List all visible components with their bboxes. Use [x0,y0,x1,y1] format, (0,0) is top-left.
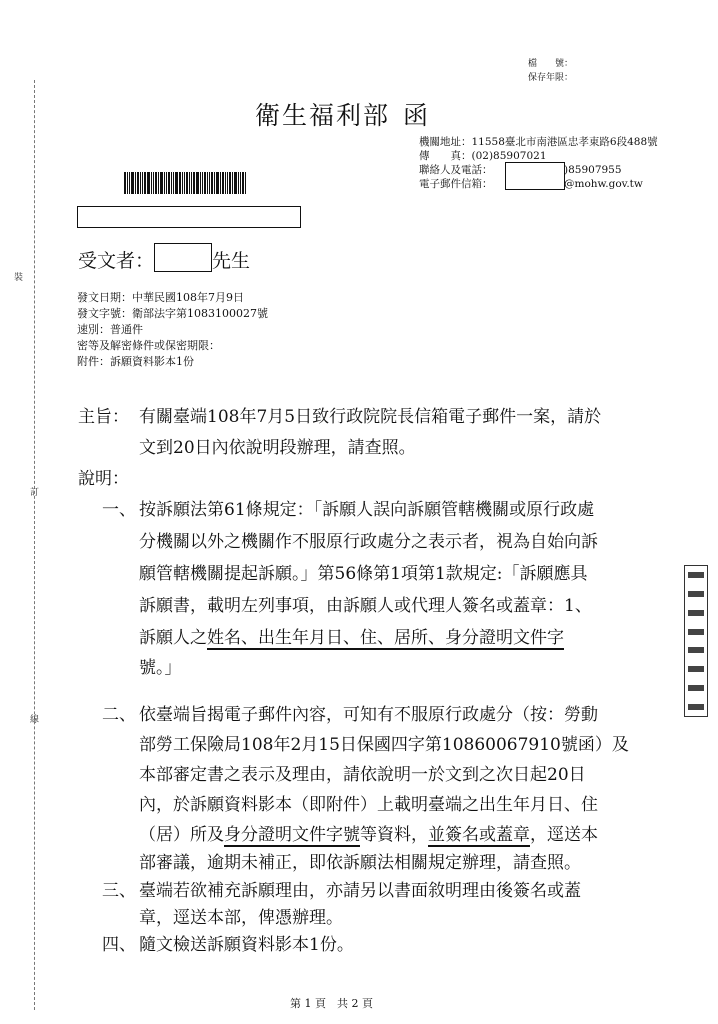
item-3-line-2: 章，逕送本部，俾憑辦理。 [139,908,343,928]
barcode-bar [242,172,244,194]
barcode [124,172,248,194]
delivery-speed: 速別：普通件 [77,323,143,336]
barcode-bar [175,172,178,194]
doc-type-title: 函 [403,101,429,130]
barcode-bar [200,172,201,194]
barcode-bar [216,172,219,194]
barcode-bar [158,172,159,194]
recipient-label: 受文者： [78,250,155,272]
recipient-suffix: 先生 [212,250,251,272]
barcode-bar [140,172,141,194]
barcode-bar [171,172,172,194]
barcode-bar [238,172,239,194]
retention-period-label: 保存年限： [528,73,574,83]
item-4-line-1: 隨文檢送訴願資料影本1份。 [139,935,354,955]
contact-phone-suffix: )85907955 [564,164,622,176]
barcode-bar [127,172,128,194]
item-2-line-5-e: ，逕送本 [530,825,598,845]
item-1-line-5-prefix: 訴願人之 [139,628,207,648]
receipt-stamp [684,565,708,717]
barcode-bar [234,172,237,194]
item-1-line-4: 訴願書，載明左列事項，由訴願人或代理人簽名或蓋章：1、 [139,596,592,616]
barcode-bar [240,172,241,194]
barcode-bar [220,172,221,194]
barcode-bar [173,172,174,194]
redaction-box-address [77,206,301,228]
attachment: 附件：訴願資料影本1份 [77,355,194,368]
barcode-bar [186,172,188,194]
barcode-bar [168,172,170,194]
fax-number: 傳 真：(02)85907021 [419,150,547,162]
explanation-label: 說明： [78,469,129,489]
email-suffix: @mohw.gov.tw [564,178,643,190]
agency-address: 機關地址：11558臺北市南港區忠孝東路6段488號 [419,136,658,148]
margin-mark-staple: 訂 [30,488,40,498]
barcode-bar [202,172,203,194]
doc-number: 發文字號：衛部法字第1083100027號 [77,307,268,320]
contact-phone-label: 聯絡人及電話： [419,164,493,176]
item-3-line-1: 臺端若欲補充訴願理由，亦請另以書面敘明理由後簽名或蓋 [139,881,581,901]
margin-mark-line: 線 [30,715,40,725]
barcode-bar [129,172,130,194]
barcode-bar [164,172,165,194]
barcode-bar [222,172,224,194]
item-2-line-2: 部勞工保險局108年2月15日保國四字第10860067910號函）及 [139,735,629,755]
item-1-line-2: 分機關以外之機關作不服原行政處分之表示者，視為自始向訴 [139,532,598,552]
redaction-box-recipient [154,243,212,272]
barcode-bar [153,172,154,194]
barcode-bar [179,172,181,194]
barcode-bar [204,172,206,194]
agency-title: 衛生福利部 [255,101,391,130]
item-1-line-6: 號。」 [139,658,182,678]
page-footer: 第 1 頁 共 2 頁 [290,997,373,1010]
item-2-line-4: 內，於訴願資料影本（即附件）上載明臺端之出生年月日、住 [139,795,598,815]
subject-line-1: 有關臺端108年7月5日致行政院院長信箱電子郵件一案，請於 [139,407,602,427]
barcode-bar [196,172,199,194]
issue-date: 發文日期：中華民國108年7月9日 [77,291,244,304]
item-3-number: 三、 [102,881,136,901]
barcode-bar [193,172,195,194]
item-2-underlined-id-number: 身分證明文件字號 [224,825,360,845]
barcode-bar [166,172,167,194]
item-2-underlined-signature: 並簽名或蓋章 [428,825,530,845]
barcode-bar [135,172,136,194]
archive-number-label: 檔 號： [528,59,574,69]
barcode-bar [191,172,192,194]
barcode-bar [189,172,190,194]
barcode-bar [229,172,231,194]
email-label: 電子郵件信箱： [419,178,493,190]
barcode-bar [214,172,215,194]
item-2-line-6: 部審議，逾期未補正，即依訴願法相關規定辦理，請查照。 [139,853,581,873]
barcode-bar [245,172,246,194]
subject-line-2: 文到20日內依說明段辦理，請查照。 [139,438,416,458]
binding-dashed-line [34,80,35,1010]
secrecy-level: 密等及解密條件或保密期限： [77,339,220,352]
item-2-line-1: 依臺端旨揭電子郵件內容，可知有不服原行政處分（按：勞動 [139,705,598,725]
barcode-bar [209,172,210,194]
item-1-line-1: 按訴願法第61條規定：「訴願人誤向訴願管轄機關或原行政處 [139,500,595,520]
item-1-underlined-requirements: 姓名、出生年月日、住、居所、身分證明文件字 [207,628,564,648]
barcode-bar [211,172,213,194]
barcode-bar [227,172,228,194]
margin-mark-bind: 裝 [14,273,24,283]
item-4-number: 四、 [102,935,136,955]
redaction-box-contact [505,162,565,190]
barcode-bar [124,172,126,194]
item-2-line-5-c: 等資料， [360,825,428,845]
item-1-line-3: 願管轄機關提起訴願。」第56條第1項第1款規定:「訴願應具 [139,564,588,584]
barcode-bar [142,172,143,194]
barcode-bar [144,172,146,194]
barcode-bar [232,172,233,194]
item-2-number: 二、 [102,705,136,725]
barcode-bar [182,172,183,194]
item-1-line-5 [139,623,564,648]
barcode-bar [225,172,226,194]
barcode-bar [137,172,139,194]
barcode-bar [184,172,185,194]
barcode-bar [147,172,150,194]
item-2-line-5 [139,820,598,845]
barcode-bar [160,172,163,194]
barcode-bar [131,172,134,194]
barcode-bar [155,172,157,194]
item-2-line-5-a: （居）所及 [139,825,224,845]
item-1-number: 一、 [102,500,136,520]
subject-label: 主旨： [78,407,129,427]
barcode-bar [151,172,152,194]
barcode-bar [207,172,208,194]
item-2-line-3: 本部審定書之表示及理由，請依說明一於文到之次日起20日 [139,765,586,785]
